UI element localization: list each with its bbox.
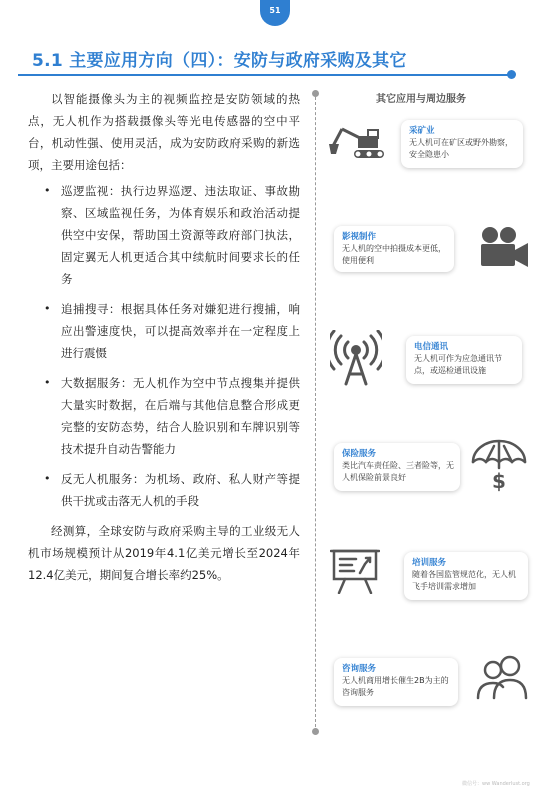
list-item-text: 反无人机服务：为机场、政府、私人财产等提供干扰或击落无人机的手段: [61, 472, 300, 508]
divider-top-dot: [312, 90, 319, 97]
card-consulting: [334, 658, 458, 706]
card-description: 无人机可作为应急通讯节点，或巡检通讯设施: [414, 354, 502, 375]
card-title: 咨询服务: [342, 664, 377, 674]
card-title: 采矿业: [409, 126, 435, 136]
card-description: 类比汽车责任险、三者险等，无人机保险前景良好: [342, 461, 454, 482]
card-description: 无人机可在矿区或野外勘察，安全隐患小: [409, 138, 513, 159]
intro-paragraph: 以智能摄像头为主的视频监控是安防领域的热点，无人机作为搭载摄像头等光电传感器的空中平台，机动性强、使用灵活，成为安防政府采购的新选项，主要用途包括：: [28, 92, 300, 172]
page-number-badge: 51: [260, 0, 290, 26]
presentation-board-icon: [330, 548, 380, 594]
card-title: 电信通讯: [414, 342, 449, 352]
list-item-text: 大数据服务：无人机作为空中节点搜集并提供大量实时数据，在后端与其他信息整合形成更完整的安防态势，结合人脸识别和车牌识别等技术提升自动告警能力: [61, 376, 300, 456]
card-training: [404, 552, 528, 600]
bullet-dot: •: [44, 184, 51, 197]
list-item: [28, 180, 300, 290]
list-item-text: 巡逻监视：执行边界巡逻、违法取证、事故勘察、区域监视任务，为体育娱乐和政治活动提供空中安保，帮助国土资源等政府部门执法，固定翼无人机更适合其中续航时间要求长的任务: [61, 184, 300, 286]
right-panel-title: 其它应用与周边服务: [376, 94, 466, 105]
bullet-dot: •: [44, 302, 51, 315]
antenna-icon: [330, 330, 382, 386]
list-item: [28, 298, 300, 364]
card-title: 影视制作: [342, 232, 377, 242]
card-mining: [401, 120, 523, 168]
column-divider: [315, 92, 316, 732]
excavator-icon: [328, 126, 392, 162]
people-icon: [474, 654, 530, 702]
card-description: 无人机的空中拍摄成本更低，使用便利: [342, 244, 446, 265]
card-description: 无人机商用增长催生2B为主的咨询服务: [342, 676, 449, 697]
card-telecom: [406, 336, 522, 384]
watermark: 微信号：ww Wanderlust.org: [462, 781, 530, 787]
movie-camera-icon: [478, 226, 530, 270]
umbrella-dollar-icon: [470, 438, 528, 492]
main-text-column: [28, 88, 300, 586]
title-underline: [18, 74, 514, 76]
bullet-dot: •: [44, 376, 51, 389]
svg-text:$: $: [492, 469, 506, 492]
bullet-dot: •: [44, 472, 51, 485]
card-description: 随着各国监管规范化，无人机飞手培训需求增加: [412, 570, 516, 591]
divider-bottom-dot: [312, 728, 319, 735]
title-underline-end-dot: [507, 70, 516, 79]
card-insurance: [334, 443, 460, 491]
usage-list: [28, 180, 300, 512]
card-film-production: [334, 226, 454, 272]
list-item: [28, 468, 300, 512]
card-title: 培训服务: [412, 558, 447, 568]
list-item-text: 追捕搜寻：根据具体任务对嫌犯进行搜捕，响应出警速度快，可以提高效率并在一定程度上进行震慑: [61, 302, 300, 360]
page-title: 5.1 主要应用方向（四）：安防与政府采购及其它: [32, 51, 407, 71]
conclusion-paragraph: 经测算，全球安防与政府采购主导的工业级无人机市场规模预计从2019年4.1亿美元增长至2024年12.4亿美元，期间复合增长率约25%。: [28, 524, 300, 582]
list-item: [28, 372, 300, 460]
card-title: 保险服务: [342, 449, 377, 459]
